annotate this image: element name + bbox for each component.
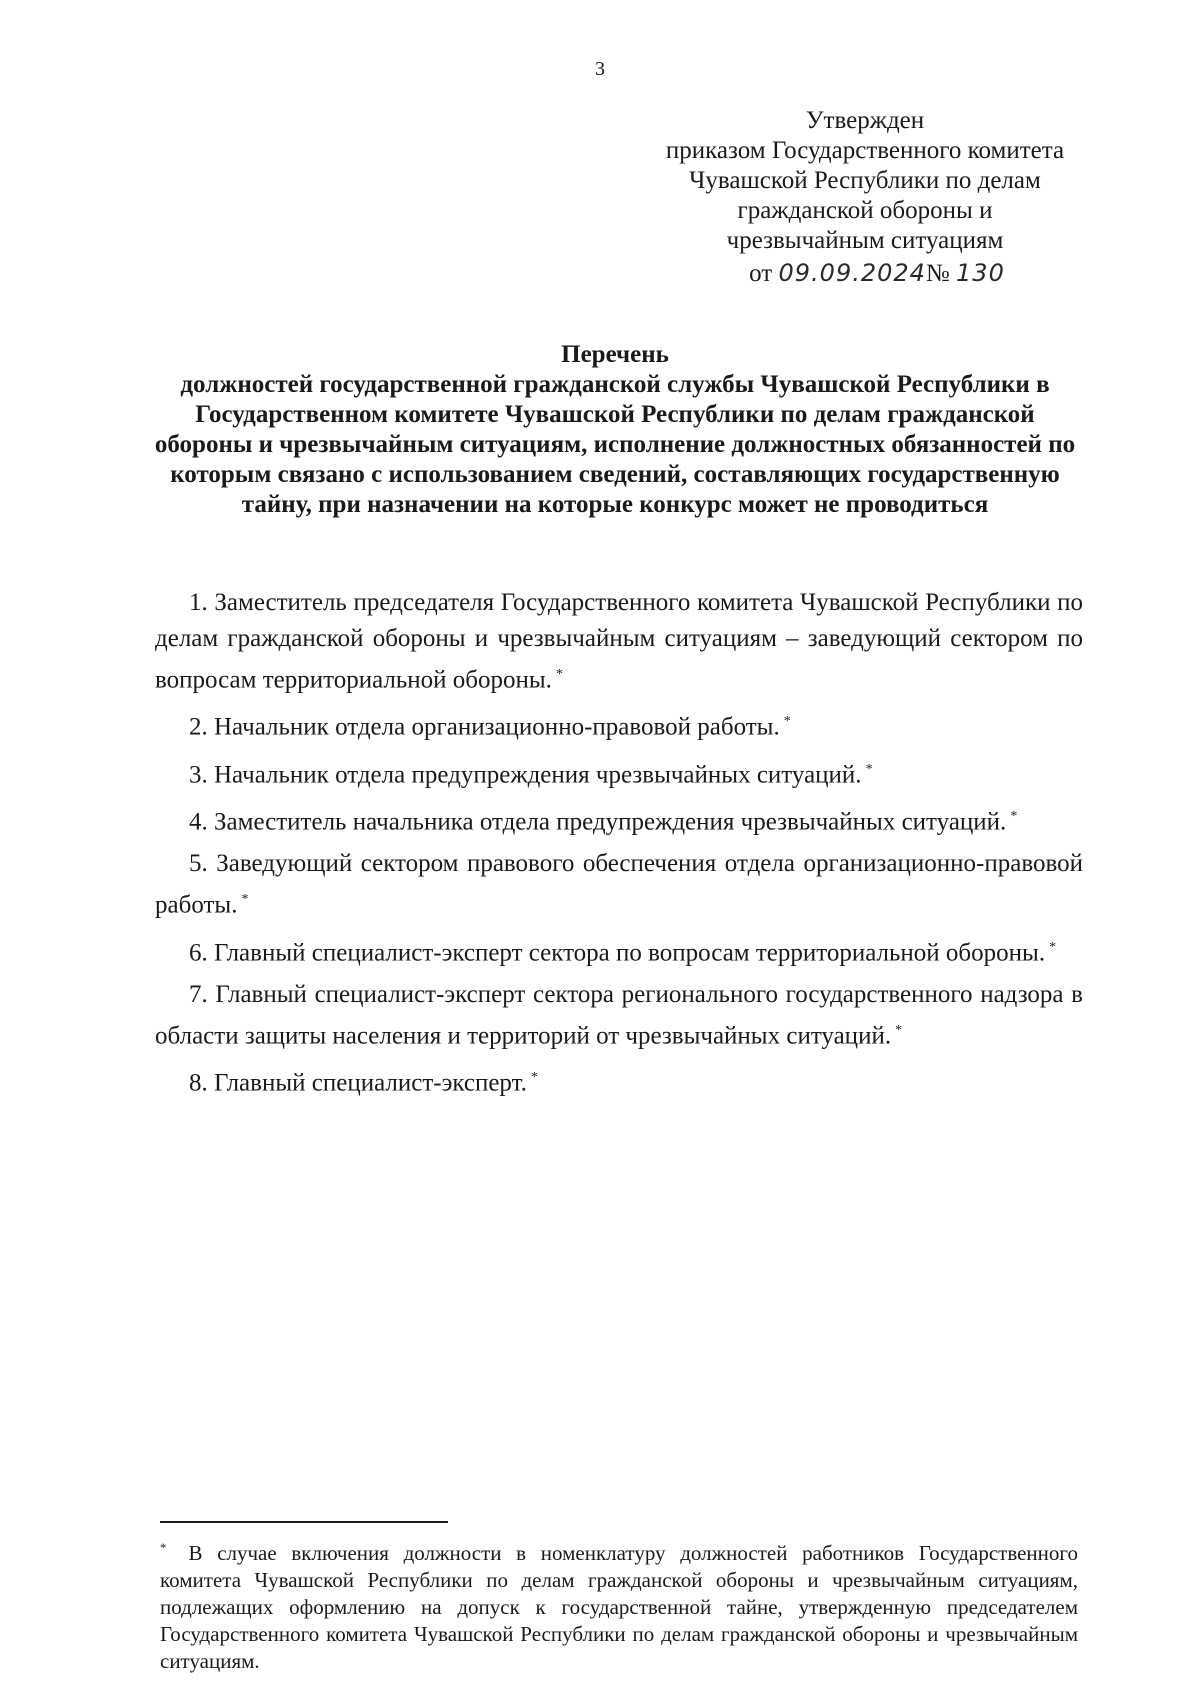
- footnote-reference: *: [241, 892, 249, 908]
- list-item-text: 8. Главный специалист-эксперт.: [189, 1069, 527, 1097]
- footnote: [160, 1534, 1078, 1675]
- approval-stamp: [640, 106, 1090, 289]
- handwritten-date: 09.09.2024: [778, 259, 926, 287]
- list-item: [155, 585, 1083, 698]
- list-item-text: 2. Начальник отдела организационно-правовой работы.: [189, 713, 780, 741]
- page-number: 3: [595, 58, 605, 80]
- list-item-text: 1. Заместитель председателя Государственного комитета Чувашской Республики по делам гражданской обороны и чрезвычайным ситуациям – заведующий сектором по вопросам территориальной обороны.: [155, 589, 1083, 694]
- list-item-text: 3. Начальник отдела предупреждения чрезвычайных ситуаций.: [189, 760, 862, 788]
- footnote-reference: *: [865, 761, 873, 777]
- list-item-text: 5. Заведующий сектором правового обеспечения отдела организационно-правовой работы.: [155, 850, 1083, 919]
- number-prefix: №: [925, 260, 950, 287]
- footnote-reference: *: [530, 1070, 538, 1086]
- list-item-text: 7. Главный специалист-эксперт сектора регионального государственного надзора в области защиты населения и территорий от чрезвычайных ситуаций.: [155, 980, 1083, 1050]
- footnote-divider: [160, 1521, 448, 1523]
- list-item: [155, 846, 1083, 923]
- list-item: [155, 752, 1083, 793]
- date-prefix: от: [749, 260, 773, 287]
- footnote-reference: *: [895, 1022, 903, 1038]
- approval-line: чрезвычайным ситуациям: [726, 227, 1004, 254]
- footnote-reference: *: [1049, 939, 1057, 955]
- list-item: [155, 1060, 1083, 1101]
- handwritten-number: 130: [956, 259, 1005, 287]
- footnote-reference: *: [1010, 808, 1018, 824]
- footnote-text: В случае включения должности в номенклатуру должностей работников Государственного комитета Чувашской Республики по делам гражданской обороны и чрезвычайным ситуациям, подлежащих оформлению на допуск к государственной тайне, утвержденную председателем Государственного комитета Чувашской Республики по делам гражданской обороны и чрезвычайным ситуациям.: [160, 1541, 1078, 1673]
- positions-list: [155, 585, 1083, 1108]
- footnote-reference: *: [555, 667, 563, 682]
- list-item-text: 6. Главный специалист-эксперт сектора по вопросам территориальной обороны.: [189, 938, 1046, 966]
- list-item: [155, 704, 1083, 745]
- document-title: [150, 340, 1080, 520]
- list-item-text: 4. Заместитель начальника отдела предупреждения чрезвычайных ситуаций.: [189, 808, 1007, 836]
- footnote-mark: *: [160, 1540, 167, 1555]
- list-item: [155, 799, 1083, 840]
- footnote-reference: *: [783, 714, 791, 730]
- title-subtitle: должностей государственной гражданской службы Чувашской Республики в Государственном комитете Чувашской Республики по делам гражданской обороны и чрезвычайным ситуациям, исполнение должностных обязанностей по которым связано с использованием сведений, составляющих государственную тайну, при назначении на которые конкурс может не проводиться: [154, 371, 1076, 518]
- approval-line: Чувашской Республики по делам: [689, 167, 1041, 194]
- approval-line: Утвержден: [805, 107, 925, 134]
- approval-date-line: [652, 258, 1102, 289]
- title-heading: Перечень: [561, 341, 669, 368]
- list-item: [155, 930, 1083, 971]
- approval-line: приказом Государственного комитета: [665, 137, 1065, 164]
- approval-line: гражданской обороны и: [737, 197, 993, 224]
- list-item: [155, 977, 1083, 1054]
